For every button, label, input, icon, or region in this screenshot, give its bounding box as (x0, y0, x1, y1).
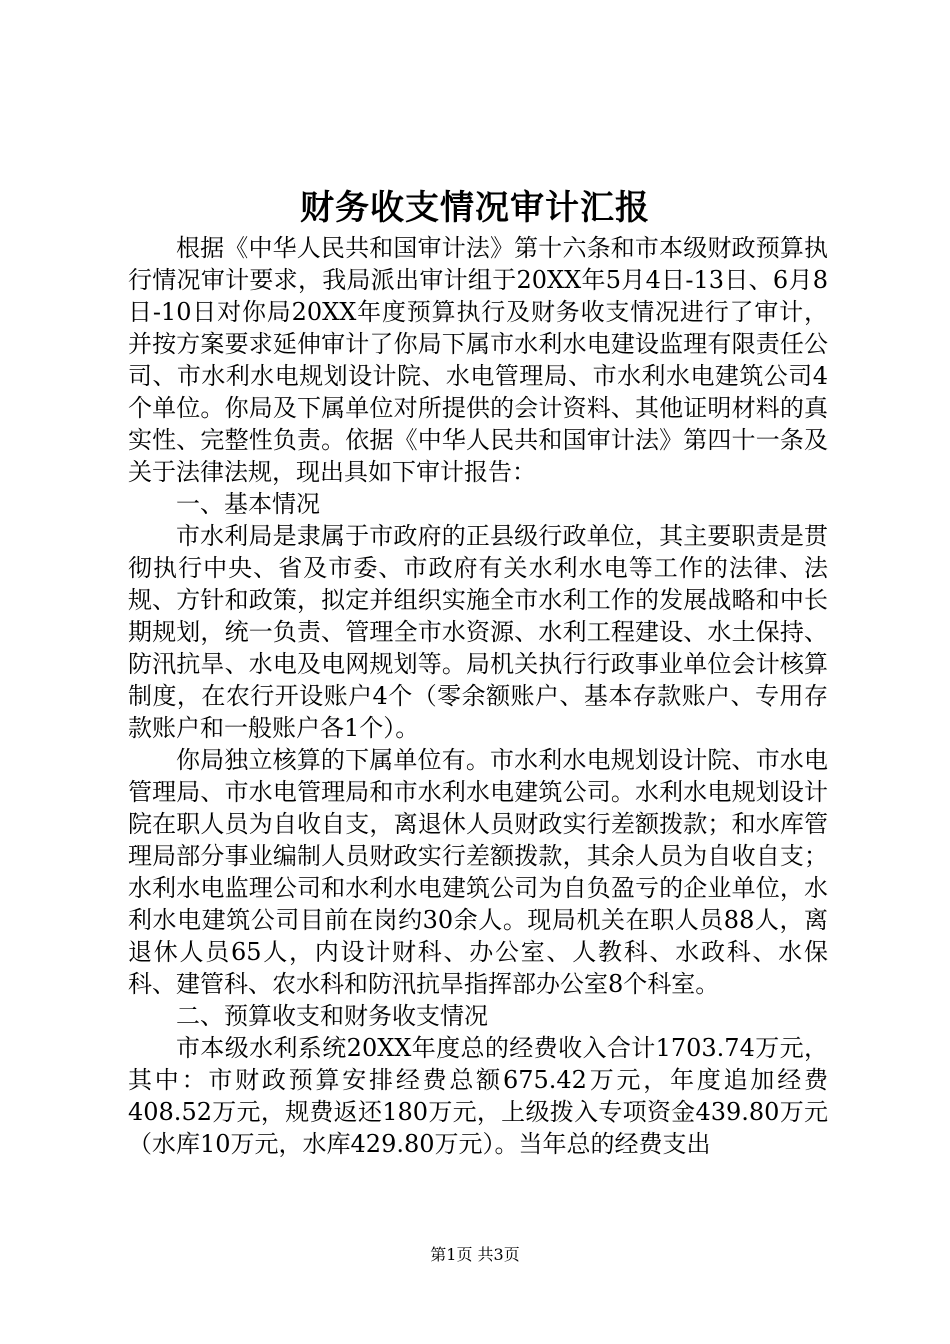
paragraph-intro: 根据《中华人民共和国审计法》第十六条和市本级财政预算执行情况审计要求，我局派出审计组于20XX年5月4日-13日、6月8日-10日对你局20XX年度预算执行及财务收支情况进行了审计，并按方案要求延伸审计了你局下属市水利水电建设监理有限责任公司、市水利水电规划设计院、水电管理局、市水利水电建筑公司4个单位。你局及下属单位对所提供的会计资料、其他证明材料的真实性、完整性负责。依据《中华人民共和国审计法》第四十一条及关于法律法规，现出具如下审计报告： (128, 234, 828, 486)
section-heading-budget: 二、预算收支和财务收支情况 (176, 1002, 488, 1030)
document-body (128, 232, 828, 1160)
paragraph-budget: 市本级水利系统20XX年度总的经费收入合计1703.74万元，其中：市财政预算安排经费总额675.42万元，年度追加经费408.52万元，规费返还180万元，上级拨入专项资金439.80万元（水库10万元，水库429.80万元）。当年总的经费支出 (128, 1034, 828, 1158)
paragraph-subordinate-units: 你局独立核算的下属单位有。市水利水电规划设计院、市水电管理局、市水电管理局和市水利水电建筑公司。水利水电规划设计院在职人员为自收自支，离退休人员财政实行差额拨款；和水库管理局部分事业编制人员财政实行差额拨款，其余人员为自收自支；水利水电监理公司和水利水电建筑公司为自负盈亏的企业单位，水利水电建筑公司目前在岗约30余人。现局机关在职人员88人，离退休人员65人，内设计财科、办公室、人教科、水政科、水保科、建管科、农水科和防汛抗旱指挥部办公室8个科室。 (128, 746, 828, 998)
page-number: 第1页 共3页 (430, 1245, 520, 1264)
section-heading-basic-info: 一、基本情况 (176, 490, 320, 518)
paragraph-basic-info: 市水利局是隶属于市政府的正县级行政单位，其主要职责是贯彻执行中央、省及市委、市政府有关水利水电等工作的法律、法规、方针和政策，拟定并组织实施全市水利工作的发展战略和中长期规划，统一负责、管理全市水资源、水利工程建设、水土保持、防汛抗旱、水电及电网规划等。局机关执行行政事业单位会计核算制度，在农行开设账户4个（零余额账户、基本存款账户、专用存款账户和一般账户各1个）。 (128, 522, 828, 742)
document-title: 财务收支情况审计汇报 (300, 188, 650, 228)
